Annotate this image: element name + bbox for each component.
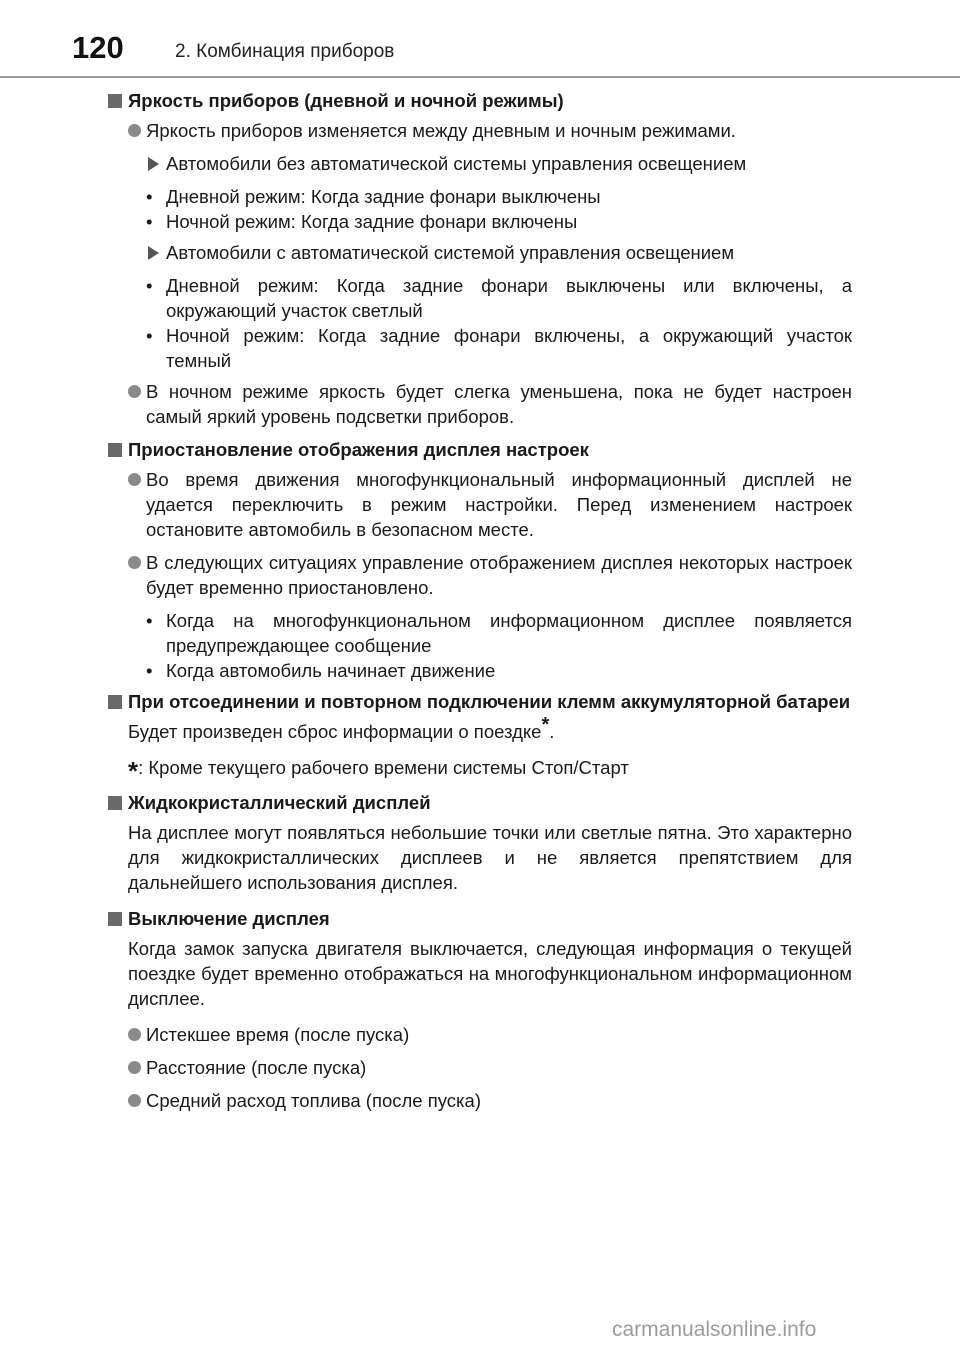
header-divider [0,76,960,78]
section-heading: Яркость приборов (дневной и ночной режимы) [108,88,852,113]
footnote-mark: * [541,714,550,736]
footnote: *: Кроме текущего рабочего времени системы Стоп/Старт [128,756,629,786]
dot-item: В ночном режиме яркость будет слегка уменьшена, пока не будет настроен самый яркий уровень подсветки приборов. [108,379,852,429]
circle-bullet-icon [128,1094,141,1107]
arrow-item: Автомобили без автоматической системы управления освещением [108,151,852,176]
square-bullet-icon [108,796,122,810]
page-content [108,88,852,1121]
square-bullet-icon [108,94,122,108]
arrow-item: Автомобили с автоматической системой управления освещением [108,240,852,265]
square-bullet-icon [108,695,122,709]
circle-bullet-icon [128,1061,141,1074]
square-bullet-icon [108,443,122,457]
page-header [0,0,960,78]
paragraph: На дисплее могут появляться небольшие точки или светлые пятна. Это характерно для жидкокристаллических дисплеев и не является препятствием для дальнейшего использования дисплея. [128,822,852,893]
dot-item: Яркость приборов изменяется между дневным и ночным режимами. [108,118,852,143]
dot-item: Истекшее время (после пуска) [108,1022,852,1047]
bullet-item: • Ночной режим: Когда задние фонари включены, а окружающий участок темный [146,325,852,371]
bullet-item: • Дневной режим: Когда задние фонари выключены или включены, а окружающий участок светлый [146,275,852,321]
bullet-item: • Когда на многофункциональном информационном дисплее появляется предупреждающее сообщение [146,610,852,656]
dot-item: В следующих ситуациях управление отображением дисплея некоторых настроек будет временно приостановлено. [108,550,852,600]
triangle-arrow-icon [148,246,159,260]
paragraph: Когда замок запуска двигателя выключается, следующая информация о текущей поездке будет временно отображаться на многофункциональном информационном дисплее. [128,938,852,1009]
section-heading: Приостановление отображения дисплея настроек [108,437,852,462]
section-heading: Жидкокристаллический дисплей [108,790,852,815]
bullet-item: • Когда автомобиль начинает движение [146,660,496,681]
triangle-arrow-icon [148,157,159,171]
watermark: carmanualsonline.info [612,1318,817,1341]
circle-bullet-icon [128,124,141,137]
circle-bullet-icon [128,385,141,398]
section-heading: При отсоединении и повторном подключении клемм аккумуляторной батареи [108,689,852,714]
dot-item: Расстояние (после пуска) [108,1055,852,1080]
page-number: 120 [72,30,124,65]
bullet-item: • Дневной режим: Когда задние фонари выключены [146,186,601,207]
circle-bullet-icon [128,473,141,486]
circle-bullet-icon [128,1028,141,1041]
dot-item: Средний расход топлива (после пуска) [108,1088,852,1113]
bullet-item: • Ночной режим: Когда задние фонари включены [146,211,578,232]
circle-bullet-icon [128,556,141,569]
paragraph: Будет произведен сброс информации о поездке*. [128,714,555,742]
square-bullet-icon [108,912,122,926]
section-heading: Выключение дисплея [108,906,852,931]
chapter-title: 2. Комбинация приборов [175,41,395,62]
dot-item: Во время движения многофункциональный информационный дисплей не удается переключить в режим настройки. Перед изменением настроек остановите автомобиль в безопасном месте. [108,467,852,542]
